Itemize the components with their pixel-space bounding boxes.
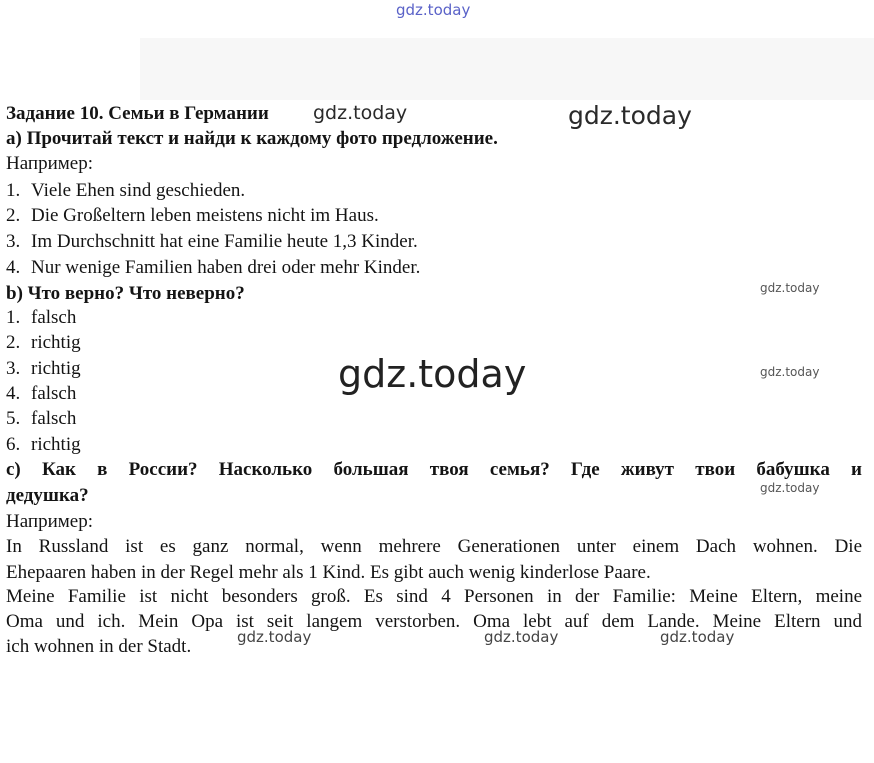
list-item-number: 2. — [6, 332, 21, 353]
watermark: gdz.today — [484, 628, 559, 646]
list-item-text: Viele Ehen sind geschieden. — [31, 180, 246, 201]
list-item-number: 2. — [6, 205, 21, 226]
list-item — [6, 232, 418, 251]
part-a-title: a) Прочитай текст и найди к каждому фото предложение. — [6, 128, 498, 149]
part-c-title: c) Как в России? Насколько большая твоя семья? Где живут твои бабушка и — [6, 459, 862, 480]
watermark: gdz.today — [313, 102, 408, 124]
list-item-number: 4. — [6, 257, 21, 278]
watermark: gdz.today — [338, 352, 527, 396]
list-item — [6, 359, 81, 378]
list-item — [6, 258, 420, 277]
list-item-number: 1. — [6, 180, 21, 201]
list-item-number: 3. — [6, 358, 21, 379]
task-heading: Задание 10. Семьи в Германии — [6, 103, 269, 124]
list-item — [6, 435, 81, 454]
part-b-title: b) Что верно? Что неверно? — [6, 283, 245, 304]
watermark-top: gdz.today — [396, 1, 471, 19]
list-item-number: 4. — [6, 383, 21, 404]
paragraph-line: In Russland ist es ganz normal, wenn mehrere Generationen unter einem Dach wohnen. Die — [6, 536, 862, 557]
list-item — [6, 384, 76, 403]
paragraph-line: Ehepaaren haben in der Regel mehr als 1 Kind. Es gibt auch wenig kinderlose Paare. — [6, 562, 651, 583]
list-item-number: 6. — [6, 434, 21, 455]
list-item-number: 1. — [6, 307, 21, 328]
paragraph-line: ich wohnen in der Stadt. — [6, 636, 192, 657]
list-item — [6, 308, 76, 327]
watermark: gdz.today — [760, 281, 820, 295]
part-a-example-label: Например: — [6, 153, 93, 174]
scan-background-band — [140, 38, 874, 100]
list-item-text: richtig — [31, 332, 81, 353]
list-item-text: falsch — [31, 383, 77, 404]
watermark: gdz.today — [760, 365, 820, 379]
list-item-text: richtig — [31, 434, 81, 455]
list-item — [6, 206, 379, 225]
list-item-text: falsch — [31, 307, 77, 328]
list-item — [6, 409, 76, 428]
part-c-example-label: Например: — [6, 511, 93, 532]
list-item — [6, 333, 81, 352]
list-item-number: 3. — [6, 231, 21, 252]
watermark: gdz.today — [568, 101, 692, 130]
list-item-text: falsch — [31, 408, 77, 429]
list-item — [6, 181, 245, 200]
paragraph-line: Meine Familie ist nicht besonders groß. Es sind 4 Personen in der Familie: Meine Eltern, meine — [6, 586, 862, 607]
list-item-text: richtig — [31, 358, 81, 379]
list-item-number: 5. — [6, 408, 21, 429]
list-item-text: Im Durchschnitt hat eine Familie heute 1,3 Kinder. — [31, 231, 418, 252]
watermark: gdz.today — [660, 628, 735, 646]
watermark: gdz.today — [760, 481, 820, 495]
paragraph-line: Oma und ich. Mein Opa ist seit langem verstorben. Oma lebt auf dem Lande. Meine Eltern und — [6, 611, 862, 632]
watermark: gdz.today — [237, 628, 312, 646]
list-item-text: Nur wenige Familien haben drei oder mehr Kinder. — [31, 257, 421, 278]
part-c-title-continuation: дедушка? — [6, 485, 89, 506]
list-item-text: Die Großeltern leben meistens nicht im Haus. — [31, 205, 379, 226]
